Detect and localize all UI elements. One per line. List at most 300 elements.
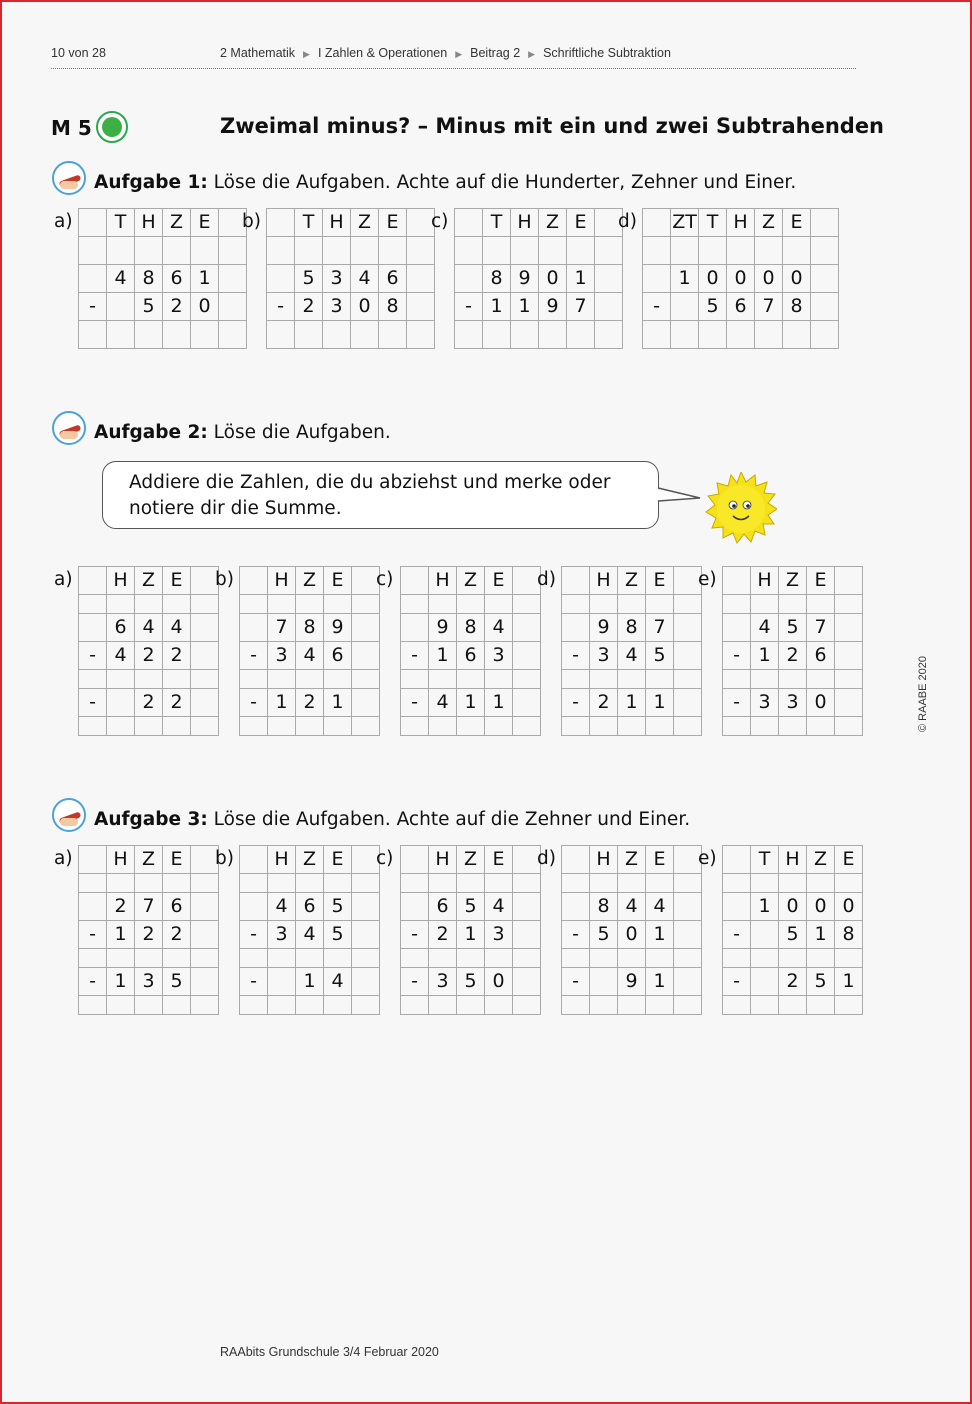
- grid-cell[interactable]: [590, 996, 618, 1015]
- grid-cell[interactable]: [324, 717, 352, 736]
- grid-cell[interactable]: [646, 595, 674, 614]
- grid-cell[interactable]: [268, 968, 296, 996]
- grid-cell[interactable]: [811, 293, 839, 321]
- grid-cell[interactable]: [513, 614, 541, 642]
- grid-cell[interactable]: [191, 595, 219, 614]
- grid-cell[interactable]: [135, 949, 163, 968]
- grid-cell[interactable]: [779, 874, 807, 893]
- grid-cell[interactable]: [163, 237, 191, 265]
- grid-cell[interactable]: [699, 321, 727, 349]
- grid-cell[interactable]: [163, 717, 191, 736]
- grid-cell[interactable]: [618, 595, 646, 614]
- place-value-header[interactable]: [79, 209, 107, 237]
- grid-cell[interactable]: [267, 237, 295, 265]
- grid-cell[interactable]: [646, 874, 674, 893]
- grid-cell[interactable]: [723, 874, 751, 893]
- grid-cell[interactable]: [79, 265, 107, 293]
- grid-cell[interactable]: [324, 949, 352, 968]
- grid-cell[interactable]: [539, 321, 567, 349]
- grid-cell[interactable]: [191, 949, 219, 968]
- grid-cell[interactable]: [562, 949, 590, 968]
- place-value-header[interactable]: [240, 846, 268, 874]
- grid-cell[interactable]: [595, 265, 623, 293]
- grid-cell[interactable]: [401, 717, 429, 736]
- grid-cell[interactable]: [240, 893, 268, 921]
- grid-cell[interactable]: [783, 237, 811, 265]
- grid-cell[interactable]: [268, 996, 296, 1015]
- grid-cell[interactable]: [646, 949, 674, 968]
- grid-cell[interactable]: [401, 595, 429, 614]
- grid-cell[interactable]: [163, 321, 191, 349]
- grid-cell[interactable]: [807, 670, 835, 689]
- grid-cell[interactable]: [751, 996, 779, 1015]
- subtraction-grid: [722, 845, 863, 1015]
- grid-cell[interactable]: [429, 717, 457, 736]
- grid-cell[interactable]: [751, 595, 779, 614]
- grid-cell[interactable]: [779, 670, 807, 689]
- grid-cell[interactable]: [513, 874, 541, 893]
- grid-cell[interactable]: [723, 893, 751, 921]
- task2-text: Löse die Aufgaben.: [213, 422, 391, 443]
- grid-cell[interactable]: [135, 595, 163, 614]
- grid-row: [401, 689, 541, 717]
- grid-cell[interactable]: [723, 717, 751, 736]
- grid-cell[interactable]: [407, 265, 435, 293]
- grid-cell[interactable]: [513, 921, 541, 949]
- grid-cell[interactable]: [567, 237, 595, 265]
- grid-cell[interactable]: [295, 321, 323, 349]
- grid-cell[interactable]: [590, 717, 618, 736]
- place-value-header[interactable]: [401, 567, 429, 595]
- grid-cell[interactable]: [727, 321, 755, 349]
- grid-cell[interactable]: [562, 595, 590, 614]
- grid-cell: 4: [618, 893, 646, 921]
- grid-cell[interactable]: [79, 321, 107, 349]
- grid-cell[interactable]: [135, 717, 163, 736]
- grid-cell[interactable]: [191, 717, 219, 736]
- grid-cell[interactable]: [219, 237, 247, 265]
- grid-cell[interactable]: [107, 595, 135, 614]
- grid-cell[interactable]: [751, 968, 779, 996]
- grid-cell[interactable]: [407, 321, 435, 349]
- grid-cell[interactable]: [79, 717, 107, 736]
- grid-cell[interactable]: [240, 614, 268, 642]
- grid-cell[interactable]: [457, 996, 485, 1015]
- grid-cell[interactable]: [562, 717, 590, 736]
- grid-cell: 4: [324, 968, 352, 996]
- grid-cell[interactable]: [135, 996, 163, 1015]
- place-value-header[interactable]: [811, 209, 839, 237]
- grid-cell[interactable]: [755, 237, 783, 265]
- grid-cell: 6: [429, 893, 457, 921]
- grid-cell[interactable]: [618, 670, 646, 689]
- grid-cell[interactable]: [268, 595, 296, 614]
- place-value-header[interactable]: [401, 846, 429, 874]
- grid-cell[interactable]: [268, 670, 296, 689]
- grid-cell[interactable]: [807, 595, 835, 614]
- grid-cell[interactable]: [324, 874, 352, 893]
- grid-cell[interactable]: [107, 670, 135, 689]
- grid-cell[interactable]: [352, 921, 380, 949]
- grid-cell[interactable]: [79, 949, 107, 968]
- grid-cell[interactable]: [485, 670, 513, 689]
- grid-cell[interactable]: [163, 874, 191, 893]
- grid-cell[interactable]: [783, 321, 811, 349]
- grid-row: [723, 717, 863, 736]
- grid-row: [643, 293, 839, 321]
- grid-cell[interactable]: [107, 689, 135, 717]
- grid-cell[interactable]: [595, 237, 623, 265]
- grid-cell[interactable]: [674, 717, 702, 736]
- grid-cell[interactable]: [671, 293, 699, 321]
- grid-cell[interactable]: [352, 614, 380, 642]
- grid-cell[interactable]: [485, 717, 513, 736]
- grid-cell[interactable]: [429, 949, 457, 968]
- grid-row: [562, 846, 702, 874]
- grid-cell[interactable]: [135, 670, 163, 689]
- place-value-header: H: [751, 567, 779, 595]
- grid-cell[interactable]: [296, 717, 324, 736]
- place-value-header[interactable]: [455, 209, 483, 237]
- grid-cell[interactable]: [674, 874, 702, 893]
- grid-cell[interactable]: [351, 237, 379, 265]
- grid-cell[interactable]: [240, 996, 268, 1015]
- grid-cell[interactable]: [671, 237, 699, 265]
- grid-cell[interactable]: [296, 595, 324, 614]
- grid-cell[interactable]: [835, 717, 863, 736]
- grid-cell[interactable]: [352, 642, 380, 670]
- grid-cell[interactable]: [163, 595, 191, 614]
- grid-cell[interactable]: [240, 874, 268, 893]
- grid-cell[interactable]: [407, 237, 435, 265]
- grid-cell[interactable]: [562, 614, 590, 642]
- place-value-header[interactable]: [562, 567, 590, 595]
- grid-cell[interactable]: [352, 670, 380, 689]
- grid-cell[interactable]: [835, 642, 863, 670]
- grid-cell[interactable]: [296, 874, 324, 893]
- grid-cell[interactable]: [539, 237, 567, 265]
- grid-cell[interactable]: [485, 996, 513, 1015]
- grid-cell[interactable]: [674, 949, 702, 968]
- grid-row: [240, 670, 380, 689]
- grid-cell[interactable]: [723, 670, 751, 689]
- grid-row: [562, 567, 702, 595]
- grid-cell[interactable]: [807, 949, 835, 968]
- grid-cell[interactable]: [723, 996, 751, 1015]
- grid-cell[interactable]: [219, 265, 247, 293]
- grid-cell[interactable]: [562, 874, 590, 893]
- grid-cell[interactable]: [835, 670, 863, 689]
- grid-cell[interactable]: [618, 949, 646, 968]
- grid-cell[interactable]: [323, 237, 351, 265]
- grid-cell[interactable]: [79, 893, 107, 921]
- grid-cell[interactable]: [835, 874, 863, 893]
- grid-cell: 9: [618, 968, 646, 996]
- grid-cell[interactable]: [646, 996, 674, 1015]
- grid-cell[interactable]: [323, 321, 351, 349]
- grid-cell[interactable]: [811, 321, 839, 349]
- grid-cell[interactable]: [352, 717, 380, 736]
- grid-cell[interactable]: [751, 949, 779, 968]
- grid-cell[interactable]: [429, 670, 457, 689]
- grid-cell[interactable]: [485, 595, 513, 614]
- grid-cell[interactable]: [590, 670, 618, 689]
- grid-cell[interactable]: [751, 874, 779, 893]
- grid-cell[interactable]: [513, 689, 541, 717]
- grid-cell[interactable]: [485, 874, 513, 893]
- grid-cell[interactable]: [79, 670, 107, 689]
- grid-cell[interactable]: [618, 874, 646, 893]
- grid-cell[interactable]: [352, 949, 380, 968]
- grid-cell[interactable]: [267, 265, 295, 293]
- grid-cell[interactable]: [79, 237, 107, 265]
- grid-cell[interactable]: [107, 949, 135, 968]
- grid-cell[interactable]: [755, 321, 783, 349]
- grid-cell[interactable]: [107, 996, 135, 1015]
- grid-cell[interactable]: [674, 893, 702, 921]
- grid-cell[interactable]: [723, 949, 751, 968]
- grid-cell[interactable]: [513, 717, 541, 736]
- grid-cell[interactable]: [562, 893, 590, 921]
- grid-cell[interactable]: [779, 717, 807, 736]
- place-value-header: H: [323, 209, 351, 237]
- place-value-header[interactable]: [562, 846, 590, 874]
- grid-cell[interactable]: [595, 321, 623, 349]
- grid-cell[interactable]: [835, 949, 863, 968]
- grid-cell[interactable]: [79, 874, 107, 893]
- grid-cell[interactable]: [779, 949, 807, 968]
- grid-cell[interactable]: [723, 614, 751, 642]
- grid-cell[interactable]: [268, 874, 296, 893]
- grid-cell: 1: [324, 689, 352, 717]
- grid-cell: 4: [646, 893, 674, 921]
- place-value-header[interactable]: [79, 567, 107, 595]
- grid-cell[interactable]: [296, 996, 324, 1015]
- grid-cell[interactable]: [135, 321, 163, 349]
- grid-cell[interactable]: [455, 265, 483, 293]
- grid-cell[interactable]: [268, 949, 296, 968]
- grid-cell[interactable]: [324, 996, 352, 1015]
- grid-cell[interactable]: [811, 237, 839, 265]
- grid-cell[interactable]: [352, 893, 380, 921]
- grid-cell[interactable]: [674, 996, 702, 1015]
- grid-cell[interactable]: [79, 996, 107, 1015]
- grid-cell[interactable]: [674, 642, 702, 670]
- grid-cell[interactable]: [751, 670, 779, 689]
- grid-cell[interactable]: [191, 614, 219, 642]
- grid-cell[interactable]: [455, 237, 483, 265]
- grid-cell[interactable]: [379, 321, 407, 349]
- grid-cell[interactable]: [835, 595, 863, 614]
- grid-cell[interactable]: [671, 321, 699, 349]
- problem-label: c): [376, 848, 394, 869]
- place-value-header[interactable]: [835, 567, 863, 595]
- grid-cell[interactable]: [590, 968, 618, 996]
- grid-cell[interactable]: [646, 670, 674, 689]
- grid-cell[interactable]: [674, 614, 702, 642]
- grid-cell[interactable]: [723, 595, 751, 614]
- grid-cell[interactable]: [835, 996, 863, 1015]
- grid-cell[interactable]: [513, 595, 541, 614]
- grid-cell[interactable]: [674, 595, 702, 614]
- place-value-header[interactable]: [643, 209, 671, 237]
- grid-cell[interactable]: [590, 949, 618, 968]
- grid-cell[interactable]: [135, 237, 163, 265]
- grid-cell[interactable]: [295, 237, 323, 265]
- grid-cell[interactable]: [219, 321, 247, 349]
- grid-cell[interactable]: [511, 321, 539, 349]
- grid-cell[interactable]: [699, 237, 727, 265]
- grid-cell[interactable]: [643, 321, 671, 349]
- grid-cell[interactable]: [567, 321, 595, 349]
- grid-cell[interactable]: [296, 670, 324, 689]
- grid-row: [79, 968, 219, 996]
- grid-cell[interactable]: [240, 949, 268, 968]
- grid-cell[interactable]: [191, 689, 219, 717]
- grid-cell[interactable]: [807, 717, 835, 736]
- grid-cell[interactable]: [407, 293, 435, 321]
- grid-cell[interactable]: [674, 670, 702, 689]
- grid-cell[interactable]: [511, 237, 539, 265]
- grid-cell[interactable]: [352, 996, 380, 1015]
- grid-cell[interactable]: [618, 717, 646, 736]
- grid-cell[interactable]: [107, 321, 135, 349]
- grid-cell[interactable]: [135, 874, 163, 893]
- grid-cell[interactable]: [107, 237, 135, 265]
- grid-cell[interactable]: [485, 949, 513, 968]
- place-value-header[interactable]: [723, 846, 751, 874]
- grid-cell[interactable]: [457, 874, 485, 893]
- grid-cell[interactable]: [457, 595, 485, 614]
- grid-cell[interactable]: [296, 949, 324, 968]
- grid-cell[interactable]: [643, 265, 671, 293]
- grid-cell[interactable]: [429, 996, 457, 1015]
- place-value-header[interactable]: [79, 846, 107, 874]
- place-value-header[interactable]: [723, 567, 751, 595]
- place-value-header[interactable]: [240, 567, 268, 595]
- grid-cell[interactable]: [107, 293, 135, 321]
- grid-cell[interactable]: [401, 614, 429, 642]
- grid-cell[interactable]: [457, 670, 485, 689]
- grid-cell[interactable]: [674, 921, 702, 949]
- grid-cell[interactable]: [513, 670, 541, 689]
- grid-cell[interactable]: [513, 642, 541, 670]
- grid-cell[interactable]: [240, 670, 268, 689]
- grid-cell[interactable]: [751, 717, 779, 736]
- grid-cell[interactable]: [352, 689, 380, 717]
- grid-cell: 0: [351, 293, 379, 321]
- grid-cell[interactable]: [590, 874, 618, 893]
- grid-cell[interactable]: [429, 595, 457, 614]
- grid-cell[interactable]: [674, 689, 702, 717]
- grid-cell[interactable]: [107, 874, 135, 893]
- grid-cell[interactable]: [457, 949, 485, 968]
- grid-cell[interactable]: [401, 874, 429, 893]
- grid-cell[interactable]: [107, 717, 135, 736]
- grid-cell[interactable]: [513, 893, 541, 921]
- grid-cell[interactable]: [674, 968, 702, 996]
- grid-cell[interactable]: [835, 614, 863, 642]
- place-value-header: E: [324, 846, 352, 874]
- grid-cell[interactable]: [779, 595, 807, 614]
- grid-cell[interactable]: [267, 321, 295, 349]
- grid-cell[interactable]: [352, 968, 380, 996]
- grid-row: [79, 717, 219, 736]
- grid-cell[interactable]: [646, 717, 674, 736]
- grid-cell[interactable]: [240, 595, 268, 614]
- grid-cell[interactable]: [163, 996, 191, 1015]
- grid-cell[interactable]: [590, 595, 618, 614]
- grid-cell[interactable]: [835, 689, 863, 717]
- grid-cell[interactable]: [513, 996, 541, 1015]
- grid-cell[interactable]: [401, 670, 429, 689]
- grid-row: [240, 921, 380, 949]
- grid-cell[interactable]: [379, 237, 407, 265]
- grid-cell[interactable]: [807, 996, 835, 1015]
- grid-cell: -: [79, 293, 107, 321]
- grid-cell[interactable]: [191, 642, 219, 670]
- grid-cell[interactable]: [562, 996, 590, 1015]
- grid-cell[interactable]: [352, 595, 380, 614]
- grid-cell[interactable]: [513, 968, 541, 996]
- grid-cell[interactable]: [483, 321, 511, 349]
- grid-cell[interactable]: [751, 921, 779, 949]
- grid-cell[interactable]: [727, 237, 755, 265]
- grid-cell[interactable]: [191, 874, 219, 893]
- grid-cell[interactable]: [268, 717, 296, 736]
- place-value-header[interactable]: [267, 209, 295, 237]
- grid-cell[interactable]: [240, 717, 268, 736]
- grid-cell[interactable]: [401, 996, 429, 1015]
- grid-cell[interactable]: [191, 237, 219, 265]
- grid-cell[interactable]: [779, 996, 807, 1015]
- grid-cell: 6: [457, 642, 485, 670]
- grid-row: [455, 293, 623, 321]
- grid-cell[interactable]: [457, 717, 485, 736]
- grid-cell[interactable]: [455, 321, 483, 349]
- grid-cell[interactable]: [191, 670, 219, 689]
- grid-cell[interactable]: [401, 949, 429, 968]
- place-value-header: Z: [457, 567, 485, 595]
- grid-cell: 1: [646, 689, 674, 717]
- grid-cell[interactable]: [618, 996, 646, 1015]
- grid-cell[interactable]: [811, 265, 839, 293]
- grid-cell[interactable]: [643, 237, 671, 265]
- grid-cell[interactable]: [163, 949, 191, 968]
- grid-cell[interactable]: [351, 321, 379, 349]
- grid-cell[interactable]: [163, 670, 191, 689]
- grid-cell[interactable]: [595, 293, 623, 321]
- grid-cell[interactable]: [483, 237, 511, 265]
- grid-cell[interactable]: [191, 996, 219, 1015]
- grid-cell[interactable]: [562, 670, 590, 689]
- grid-cell[interactable]: [401, 893, 429, 921]
- grid-cell[interactable]: [324, 670, 352, 689]
- grid-cell[interactable]: [79, 614, 107, 642]
- grid-cell[interactable]: [352, 874, 380, 893]
- grid-cell[interactable]: [324, 595, 352, 614]
- grid-cell[interactable]: [191, 893, 219, 921]
- grid-cell[interactable]: [513, 949, 541, 968]
- grid-cell[interactable]: [219, 293, 247, 321]
- problem-label: b): [215, 569, 234, 590]
- grid-cell[interactable]: [191, 968, 219, 996]
- grid-cell[interactable]: [807, 874, 835, 893]
- grid-cell[interactable]: [191, 321, 219, 349]
- grid-cell[interactable]: [191, 921, 219, 949]
- grid-cell[interactable]: [79, 595, 107, 614]
- grid-cell[interactable]: [429, 874, 457, 893]
